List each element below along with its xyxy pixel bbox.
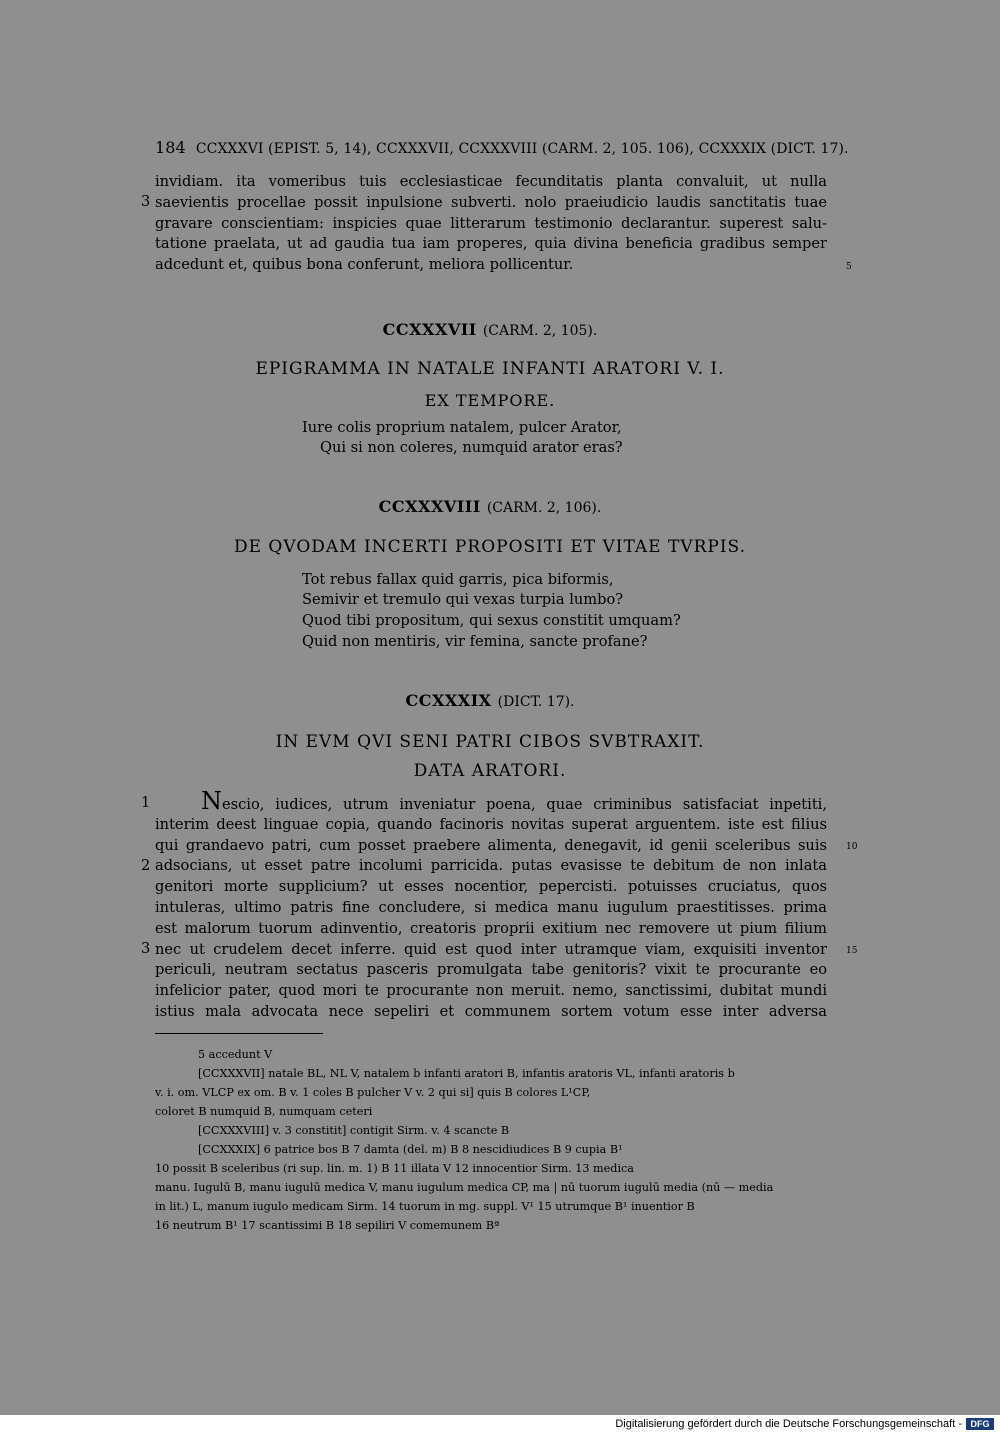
text-line: saevientis procellae possit inpulsione subverti. nolo praeiudicio laudis sanctitatis tuae [155,193,827,211]
text-line: adcedunt et, quibus bona conferunt, meliora pollicentur. [155,256,574,274]
page-number: 184 [155,138,186,157]
section-reference: (DICT. 17). [497,694,575,710]
apparatus-line: coloret B numquid B, numquam ceteri [155,1105,373,1118]
section-subheading: DATA ARATORI. [413,761,567,781]
text-line: interim deest linguae copia, quando facinoris novitas superat arguentem. iste est filius [155,815,827,833]
line-number: 15 [846,946,858,956]
critical-apparatus [155,1045,827,1235]
apparatus-line: [CCXXXVII] natale BL, NL V, natalem b infanti aratori B, infantis aratoris VL, infanti aratoris b [198,1067,735,1080]
section-number: CCXXXVII (CARM. 2, 105). [382,320,598,339]
running-title: CCXXXVI (EPIST. 5, 14), CCXXXVII, CCXXXVIII (CARM. 2, 105. 106), CCXXXIX (DICT. 17). [195,141,849,157]
verse-line: Quid non mentiris, vir femina, sancte profane? [302,633,648,650]
section-reference: (CARM. 2, 105). [482,323,598,339]
apparatus-line: manu. Iugulū B, manu iugulū medica V, manu iugulum medica CP, ma | nū tuorum iugulū media (nū — media [155,1181,774,1194]
funding-credit: Digitalisierung gefördert durch die Deutsche Forschungsgemeinschaft - [615,1418,962,1430]
text-line: istius mala advocata nece sepeliri et communem sortem votum esse inter adversa [155,1002,827,1020]
footer-bar [0,1415,1000,1434]
line-marker: 2 [141,857,151,874]
text-line: qui grandaevo patri, cum posset praebere alimenta, denegavit, id genii sceleribus suis [155,836,827,854]
section-number: CCXXXIX (DICT. 17). [405,691,575,710]
verse-line: Quod tibi propositum, qui sexus constitit umquam? [302,612,681,629]
line-marker: 1 [141,794,151,811]
line-number: 10 [846,842,858,852]
running-header [155,138,849,157]
line-marker: 3 [141,940,151,957]
dfg-logo: DFG [966,1418,994,1430]
section-subheading: EX TEMPORE. [424,391,556,410]
apparatus-line: v. i. om. VLCP ex om. B v. 1 coles B pulcher V v. 2 qui si] quis B colores L¹CP, [155,1086,591,1099]
apparatus-line: [CCXXXIX] 6 patrice bos B 7 damta (del. m) B 8 nescidiudices B 9 cupia B¹ [198,1143,623,1156]
intro-paragraph [155,172,827,276]
drop-initial: N [201,787,222,815]
text-line: periculi, neutram sectatus pasceris promulgata tabe genitoris? vixit te procurante eo [155,961,827,979]
apparatus-line: in lit.) L, manum iugulo medicam Sirm. 14 tuorum in mg. suppl. V¹ 15 utrumque B¹ inuentior B [155,1200,695,1213]
line-number: 5 [846,262,852,272]
apparatus-line: 16 neutrum B¹ 17 scantissimi B 18 sepiliri V comemunem Bª [155,1219,500,1232]
section-number: CCXXXVIII (CARM. 2, 106). [378,497,602,516]
apparatus-line: [CCXXXVIII] v. 3 constitit] contigit Sirm. v. 4 scancte B [198,1124,510,1137]
section-reference: (CARM. 2, 106). [486,500,602,516]
apparatus-line: 5 accedunt V [198,1048,273,1061]
text-line: gravare conscientiam: inspicies quae litterarum testimonio declarantur. superest salu- [155,214,827,232]
text-line: invidiam. ita vomeribus tuis ecclesiasticae fecunditatis planta convaluit, ut nulla [155,173,827,190]
verse-line: Qui si non coleres, numquid arator eras? [320,439,623,456]
section-heading: EPIGRAMMA IN NATALE INFANTI ARATORI V. I. [255,359,725,379]
verse-line: Tot rebus fallax quid garris, pica biformis, [302,571,614,588]
text-line: est malorum tuorum adinventio, creatoris proprii exitium nec removere ut pium filium [155,919,827,937]
section-heading: DE QVODAM INCERTI PROPOSITI ET VITAE TVRPIS. [233,537,746,557]
text-line: genitori morte supplicium? ut esses nocentior, pepercisti. potuisses cruciatus, quos [155,878,827,896]
verse-line: Iure colis proprium natalem, pulcer Arator, [302,419,622,436]
verse-line: Semivir et tremulo qui vexas turpia lumbo? [302,591,624,608]
apparatus-line: 10 possit B sceleribus (ri sup. lin. m. 1) B 11 illata V 12 innocentior Sirm. 13 medica [155,1162,634,1175]
section-heading: IN EVM QVI SENI PATRI CIBOS SVBTRAXIT. [275,732,705,752]
line-marker: 3 [141,193,151,210]
text-line: adsocians, ut esset patre incolumi parricida. putas evasisse te debitum de non inlata [155,857,827,875]
main-paragraph [155,787,827,1023]
text-line: intuleras, ultimo patris fine concludere, si medica manu iugulum praestitisses. prima [155,898,827,916]
text-line: infelicior pater, quod mori te procurante non meruit. nemo, sanctissimi, dubitat mundi [155,982,827,1000]
footnote-rule [155,1033,323,1034]
text-line: nec ut crudelem decet inferre. quid est quod inter utramque viam, exquisiti inventor [155,940,827,958]
text-line-first: Nescio, iudices, utrum inveniatur poena, quae criminibus satisfaciat inpetiti, [201,787,827,815]
text-line: tatione praelata, ut ad gaudia tua iam properes, quia divina beneficia gradibus semper [155,235,827,253]
